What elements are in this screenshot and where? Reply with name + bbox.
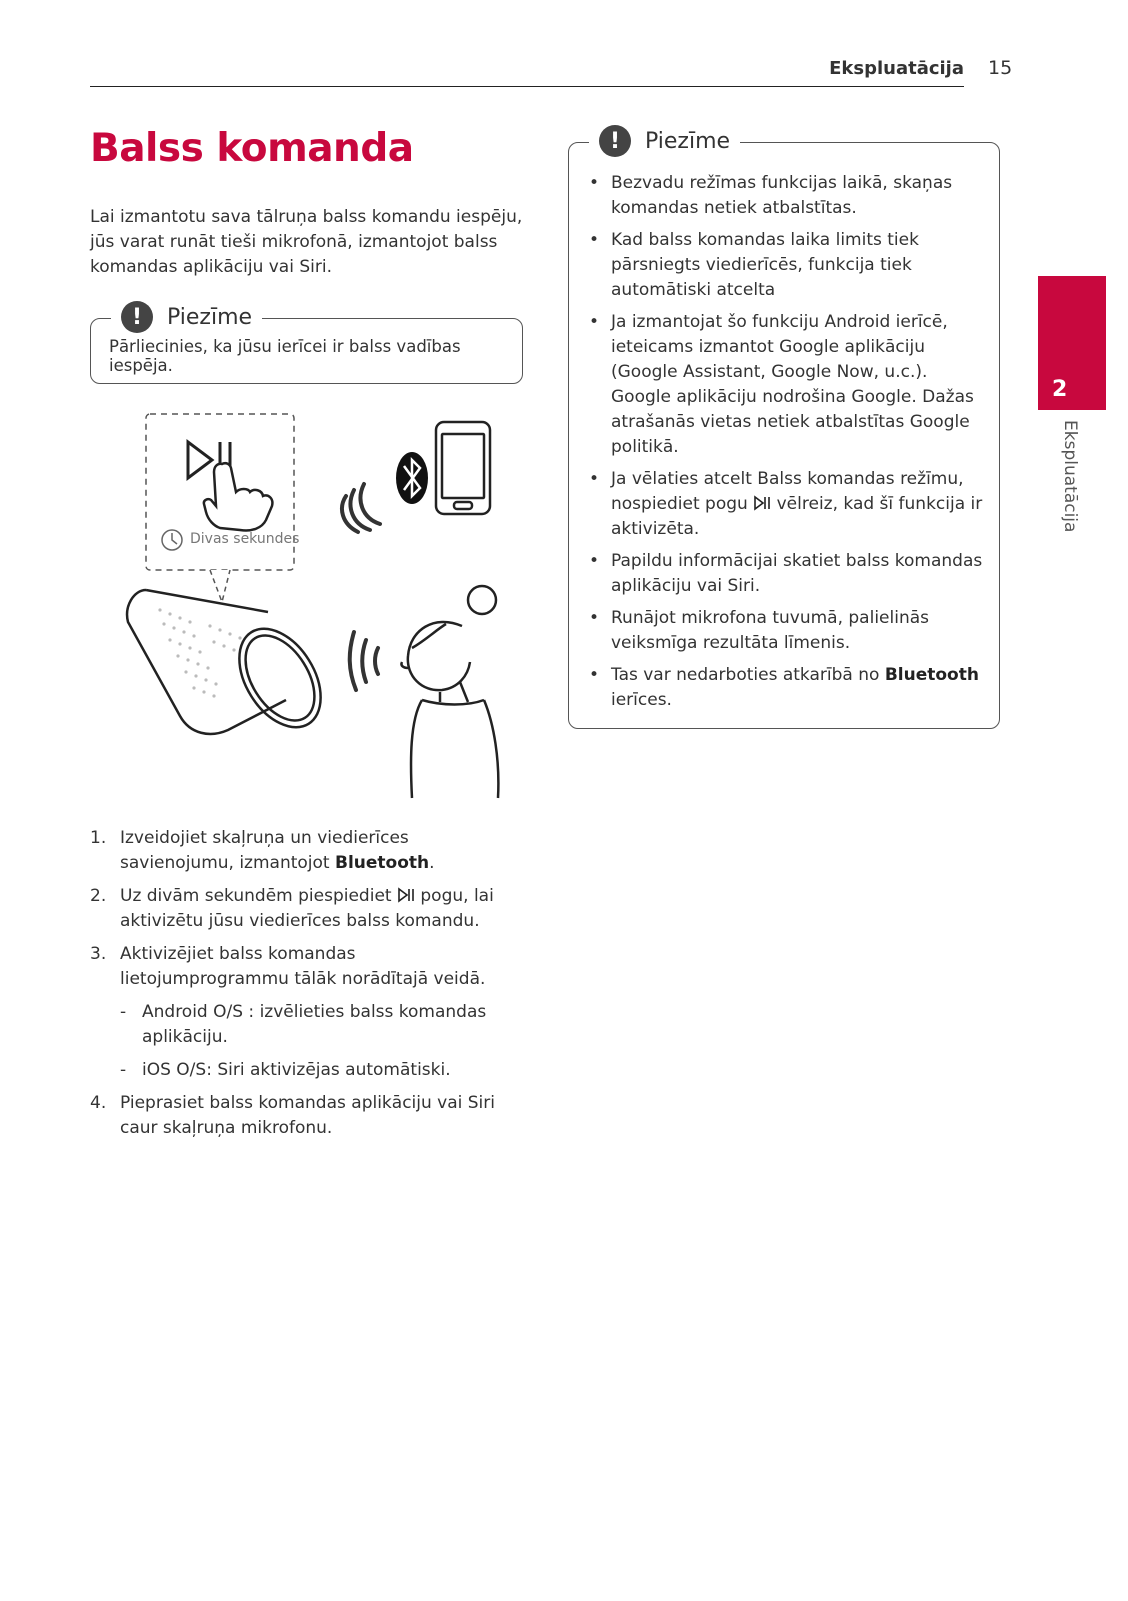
step-number: 3.: [90, 944, 107, 964]
page-title: Balss komanda: [90, 126, 414, 171]
illustration-caption: Divas sekundes: [190, 531, 300, 547]
step-2: [90, 884, 520, 934]
chapter-number: 2: [1052, 377, 1068, 402]
note-label: Piezīme: [645, 128, 731, 154]
header-section-title: Ekspluatācija: [829, 58, 964, 79]
note-label: Piezīme: [167, 304, 253, 330]
note-box-large: [568, 128, 1000, 729]
step-text: Aktivizējiet balss komandas lietojumprogrammu tālāk norādītajā veidā.: [120, 944, 486, 989]
step-3: [90, 942, 520, 992]
speaker-drawing: [127, 590, 337, 742]
note-item-text-end: vēlreiz, kad šī funkcija ir aktivizēta.: [611, 494, 983, 539]
page-header: [90, 56, 964, 87]
substep-android: [90, 1000, 520, 1050]
note-item: • Runājot mikrofona tuvumā, palielinās veiksmīga rezultāta līmenis.: [587, 606, 992, 656]
steps-list: [90, 826, 520, 1149]
note-item: • Papildu informācijai skatiet balss komandas aplikāciju vai Siri.: [587, 549, 992, 599]
voice-command-illustration: [90, 400, 520, 810]
note-item-text-end: ierīces.: [611, 690, 672, 710]
person-drawing: [401, 586, 498, 798]
page-number: 15: [988, 57, 1013, 79]
step-number: 4.: [90, 1093, 107, 1113]
note-item: • Ja izmantojat šo funkciju Android ierīcē, ieteicams izmantot Google aplikāciju (Google Assistant, Google Now, u.c.). Google aplikāciju nodrošina Google. Dažas atrašanās vietas netiek atbalstītas Google politikā.: [587, 310, 992, 460]
substep-dash: -: [120, 1060, 127, 1080]
note-item-text: Ja vēlaties atcelt Balss komandas režīmu, nospiediet pogu: [611, 469, 964, 514]
substep-text: Android O/S : izvēlieties balss komandas aplikāciju.: [142, 1002, 487, 1047]
chapter-tab: [1038, 276, 1106, 410]
step-1: [90, 826, 520, 876]
exclamation-icon: !: [599, 125, 631, 157]
note-heading: [589, 125, 740, 157]
note-item: [587, 467, 992, 542]
note-box-small: [90, 304, 523, 384]
step-text: Izveidojiet skaļruņa un viedierīces savienojumu, izmantojot: [120, 828, 409, 873]
step-text: Uz divām sekundēm piespiediet: [120, 886, 397, 906]
substep-text: iOS O/S: Siri aktivizējas automātiski.: [142, 1060, 451, 1080]
play-pause-icon: [397, 887, 415, 903]
note-item: [587, 663, 992, 713]
step-text: Pieprasiet balss komandas aplikāciju vai Siri caur skaļruņa mikrofonu.: [120, 1093, 495, 1138]
intro-paragraph: Lai izmantotu sava tālruņa balss komandu iespēju, jūs varat runāt tieši mikrofonā, izmantojot balss komandas aplikāciju vai Siri.: [90, 207, 523, 277]
note-list: [587, 171, 992, 720]
substep-dash: -: [120, 1002, 127, 1022]
exclamation-icon: !: [121, 301, 153, 333]
step-text-end: .: [429, 853, 435, 873]
bluetooth-term: Bluetooth: [884, 665, 979, 685]
note-item: • Bezvadu režīmas funkcijas laikā, skaņas komandas netiek atbalstītas.: [587, 171, 992, 221]
illustration-drawing: [90, 400, 520, 810]
chapter-side-label: Ekspluatācija: [1060, 420, 1080, 533]
note-heading: [111, 301, 262, 333]
step-number: 1.: [90, 828, 107, 848]
substep-ios: [90, 1058, 520, 1083]
note-item: • Kad balss komandas laika limits tiek pārsniegts viedierīcēs, funkcija tiek automātiski atcelta: [587, 228, 992, 303]
step-number: 2.: [90, 886, 107, 906]
smartphone-drawing: [436, 422, 490, 514]
step-text-end: pogu, lai aktivizētu jūsu viedierīces balss komandu.: [120, 886, 494, 931]
note-text: Pārliecinies, ka jūsu ierīcei ir balss vadības iespēja.: [109, 337, 461, 375]
note-item-text: Tas var nedarboties atkarībā no: [611, 665, 885, 685]
play-pause-icon: [753, 495, 771, 511]
step-4: [90, 1091, 520, 1141]
bluetooth-term: Bluetooth: [335, 853, 430, 873]
